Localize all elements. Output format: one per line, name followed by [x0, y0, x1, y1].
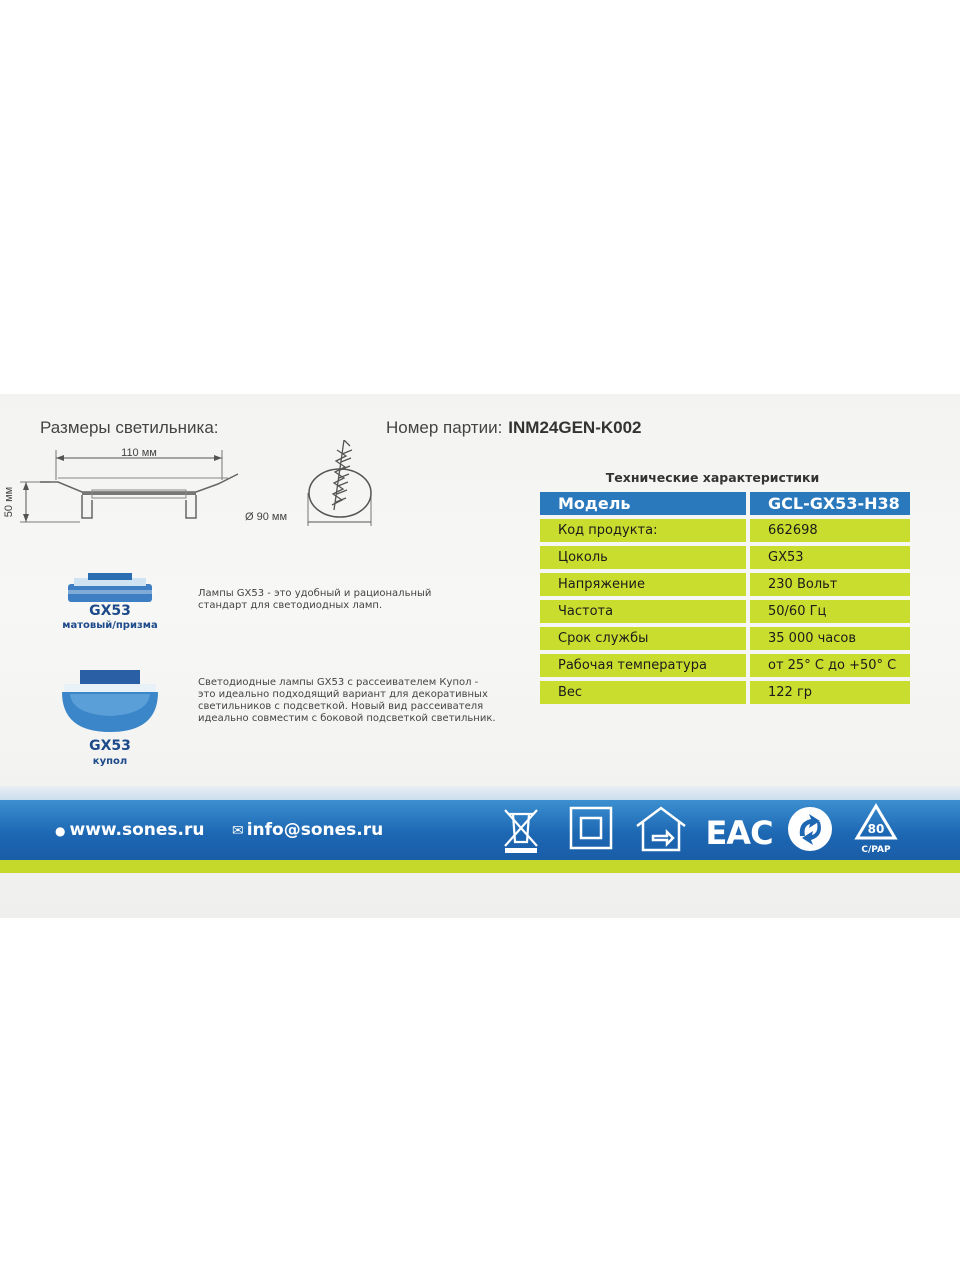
envelope-icon: ✉: [232, 823, 244, 839]
weee-bin-icon: [505, 810, 537, 853]
certification-icons: [495, 800, 915, 860]
email-link[interactable]: [232, 820, 383, 840]
lamp-2-name: GX53: [89, 738, 131, 754]
spec-value: GX53: [750, 546, 910, 569]
spec-label: Рабочая температура: [540, 654, 750, 677]
specs-header-value: GCL-GX53-H38: [750, 492, 910, 515]
eac-mark-icon: EAC: [705, 814, 773, 852]
spec-value: от 25° С до +50° С: [750, 654, 910, 677]
specs-header-label: Модель: [540, 492, 750, 515]
recycling-code-icon: [857, 806, 895, 855]
footer-band-lime: [0, 860, 960, 873]
table-row: [540, 681, 910, 704]
spec-value: 662698: [750, 519, 910, 542]
batch-value: INM24GEN-K002: [508, 418, 642, 437]
lamp-1-subtitle: матовый/призма: [62, 620, 158, 631]
spec-label: Напряжение: [540, 573, 750, 596]
height-dimension-label: 50 мм: [3, 486, 15, 518]
double-insulation-icon: [571, 808, 611, 848]
spec-value: 230 Вольт: [750, 573, 910, 596]
width-dimension-label: 110 мм: [121, 447, 157, 459]
spec-value: 50/60 Гц: [750, 600, 910, 623]
table-row: [540, 654, 910, 677]
spec-label: Код продукта:: [540, 519, 750, 542]
table-row: [540, 573, 910, 596]
batch-label: Номер партии:: [386, 418, 503, 437]
indoor-use-icon: [637, 808, 685, 850]
email-text: info@sones.ru: [246, 820, 384, 840]
dimensions-title: Размеры светильника:: [40, 418, 219, 437]
lamp-2-subtitle: купол: [92, 756, 128, 767]
lamp-2-description: Светодиодные лампы GX53 с рассеивателем Купол - это идеально подходящий вариант для декоративных светильников с подсветкой. Новый вид рассеивателя идеально совместим с боковой подсветкой светильник.: [198, 677, 496, 724]
specs-table: [540, 488, 910, 708]
recycling-code-material: C/PAP: [861, 845, 891, 855]
spec-value: 122 гр: [750, 681, 910, 704]
table-row: [540, 519, 910, 542]
globe-icon: ●: [55, 824, 66, 838]
lamp-gx53-prism-icon: [60, 564, 160, 604]
spec-label: Частота: [540, 600, 750, 623]
spec-value: 35 000 часов: [750, 627, 910, 650]
recycle-arrows-icon: [788, 807, 832, 851]
table-row: [540, 546, 910, 569]
table-row: [540, 600, 910, 623]
table-row: [540, 627, 910, 650]
specs-title: Технические характеристики: [605, 470, 820, 485]
website-text: www.sones.ru: [69, 820, 205, 840]
recycling-code-number: 80: [867, 822, 885, 836]
website-link[interactable]: [55, 820, 204, 840]
spec-label: Срок службы: [540, 627, 750, 650]
lamp-1-description: Лампы GX53 - это удобный и рациональный стандарт для светодиодных ламп.: [198, 588, 432, 611]
lamp-gx53-dome-icon: [58, 670, 162, 732]
dimensions-drawing: [0, 440, 400, 540]
spec-label: Вес: [540, 681, 750, 704]
spec-label: Цоколь: [540, 546, 750, 569]
diameter-dimension-label: Ø 90 мм: [245, 511, 288, 523]
lamp-1-name: GX53: [89, 603, 131, 619]
batch-number: [386, 418, 642, 438]
specs-header-row: [540, 492, 910, 515]
